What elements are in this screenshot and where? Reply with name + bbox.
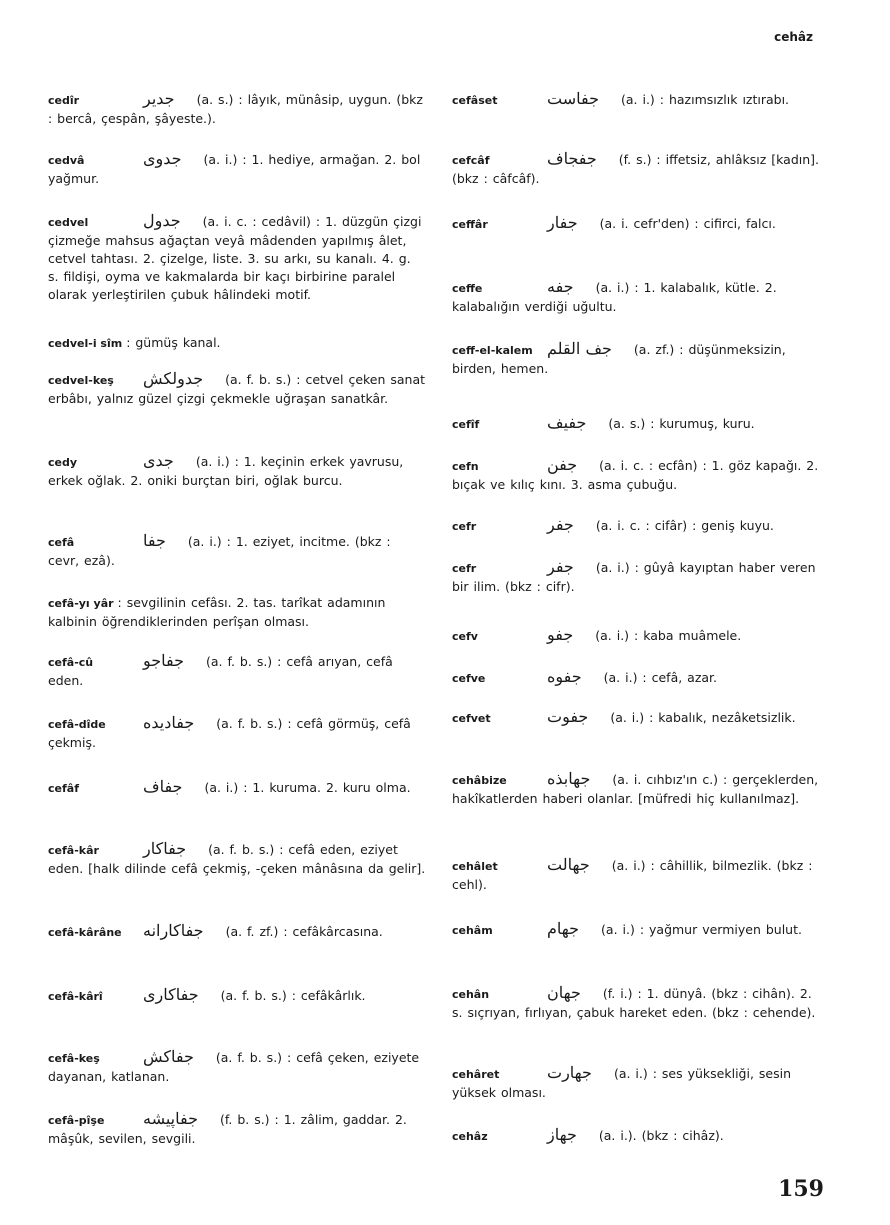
entry — [452, 278, 826, 316]
entry — [452, 150, 826, 188]
definition: (a. i.) : 1. hediye, armağan. 2. bol yağmur. — [48, 152, 421, 186]
headword: cefcâf — [452, 154, 490, 167]
arabic-script: جفادیده — [143, 713, 195, 732]
headword: cedvâ — [48, 154, 85, 167]
entry — [452, 90, 826, 110]
running-header: cehâz — [774, 30, 813, 44]
arabic-script: جهان — [547, 983, 581, 1002]
definition: (a. s.) : lâyık, münâsip, uygun. (bkz : bercâ, çespân, şâyeste.). — [48, 92, 423, 126]
definition: (a. i.) : kabalık, nezâketsizlik. — [610, 710, 796, 725]
headword: cefâf — [48, 782, 79, 795]
headword: cefâ-kârî — [48, 990, 103, 1003]
headword: cehâz — [452, 1130, 488, 1143]
entry — [48, 212, 426, 304]
definition: (a. f. b. s.) : cefâkârlık. — [220, 988, 366, 1003]
definition: (a. i.). (bkz : cihâz). — [598, 1128, 724, 1143]
arabic-script: جفاکارانه — [143, 921, 204, 940]
entry — [452, 668, 826, 688]
arabic-script: جفر — [547, 515, 574, 534]
entry — [452, 516, 826, 536]
arabic-script: جفاست — [547, 89, 599, 108]
headword: cehâm — [452, 924, 493, 937]
definition: (a. i. c. : cifâr) : geniş kuyu. — [595, 518, 774, 533]
definition: (a. i. cıhbız'ın c.) : gerçeklerden, hakîkatlerden haberi olanlar. [müfredi hiç kullanılmaz]. — [452, 772, 819, 806]
arabic-script: جدولکش — [143, 369, 204, 388]
arabic-script: جهارت — [547, 1063, 592, 1082]
arabic-script: جفوت — [547, 707, 589, 726]
definition: (a. i.) : yağmur vermiyen bulut. — [601, 922, 802, 937]
arabic-script: جفو — [547, 625, 574, 644]
headword: cefâ-cû — [48, 656, 94, 669]
headword: cefvet — [452, 712, 491, 725]
headword: ceffâr — [452, 218, 488, 231]
entry — [452, 456, 826, 494]
entry — [452, 856, 826, 894]
headword: cefâ-keş — [48, 1052, 100, 1065]
definition: (a. f. zf.) : cefâkârcasına. — [225, 924, 383, 939]
arabic-script: جفاکش — [143, 1047, 194, 1066]
definition: (a. i.) : hazımsızlık ıztırabı. — [620, 92, 790, 107]
headword: cedvel — [48, 216, 89, 229]
arabic-script: جفاکار — [143, 839, 187, 858]
arabic-script: جدی — [143, 451, 174, 470]
headword: cefâset — [452, 94, 498, 107]
entry — [48, 334, 426, 353]
arabic-script: جهابذه — [547, 769, 591, 788]
headword: cefâ-pîşe — [48, 1114, 105, 1127]
headword: cefâ-dîde — [48, 718, 106, 731]
arabic-script: جهاز — [547, 1125, 577, 1144]
definition: (a. f. b. s.) : cetvel çeken sanat erbâbı, yalnız güzel çizgi çekmekle uğraşan sanatkâr. — [48, 372, 426, 406]
page-number: 159 — [778, 1176, 824, 1202]
definition: (a. i. c. : cedâvil) : 1. düzgün çizgi çizmeğe mahsus ağaçtan veyâ mâdenden yapılmış âlet, cetvel tahtası. 2. çizelge, liste. 3. su arkı, su kanalı. 4. g. s. fildişi, oyma ve kakmalarda bir kaçı birbirine paralel olarak yerleştirilen çubuk hâlindeki motif. — [48, 214, 422, 302]
entry — [452, 1064, 826, 1102]
arabic-script: جفاپیشه — [143, 1109, 198, 1128]
entry — [452, 414, 826, 434]
entry — [48, 1110, 426, 1148]
headword: cehân — [452, 988, 490, 1001]
headword: cehâret — [452, 1068, 500, 1081]
definition: (a. f. b. s.) : cefâ çeken, eziyete dayanan, katlanan. — [48, 1050, 420, 1084]
entry — [452, 340, 826, 378]
arabic-script: جهام — [547, 919, 580, 938]
arabic-script: جفه — [547, 277, 574, 296]
arabic-script: جفاکاری — [143, 985, 199, 1004]
arabic-script: جفجاف — [547, 149, 597, 168]
headword: cehâlet — [452, 860, 498, 873]
definition: (a. i.) : kaba muâmele. — [595, 628, 742, 643]
definition: (a. i.) : 1. eziyet, incitme. (bkz : cevr, ezâ). — [48, 534, 391, 568]
headword: cefr — [452, 520, 477, 533]
headword: cehâbize — [452, 774, 507, 787]
headword: cefv — [452, 630, 478, 643]
definition: (a. i.) : 1. kuruma. 2. kuru olma. — [204, 780, 411, 795]
arabic-script: جفیف — [547, 413, 587, 432]
arabic-script: جفن — [547, 455, 578, 474]
headword: cefn — [452, 460, 479, 473]
headword: cefr — [452, 562, 477, 575]
entry — [48, 714, 426, 752]
definition: : gümüş kanal. — [126, 335, 221, 350]
arabic-script: جهالت — [547, 855, 590, 874]
headword: ceffe — [452, 282, 483, 295]
definition: (a. i. c. : ecfân) : 1. göz kapağı. 2. bıçak ve kılıç kını. 3. asma çubuğu. — [452, 458, 819, 492]
arabic-script: جفا — [143, 531, 166, 550]
headword: cefve — [452, 672, 486, 685]
headword: cedy — [48, 456, 78, 469]
entry — [48, 532, 426, 570]
entry — [452, 558, 826, 596]
entry — [48, 986, 426, 1006]
entry — [48, 840, 426, 878]
arabic-script: جدوی — [143, 149, 182, 168]
definition: (a. s.) : kurumuş, kuru. — [608, 416, 755, 431]
headword: cedvel-keş — [48, 374, 114, 387]
entry — [48, 90, 426, 128]
entry — [48, 594, 426, 631]
headword: cedîr — [48, 94, 80, 107]
headword: cefîf — [452, 418, 480, 431]
entry — [48, 370, 426, 408]
entry — [452, 626, 826, 646]
entry — [48, 150, 426, 188]
definition: (a. i.) : câhillik, bilmezlik. (bkz : cehl). — [452, 858, 813, 892]
arabic-script: جفر — [547, 557, 574, 576]
headword: cefâ-kârâne — [48, 926, 122, 939]
definition: (a. i.) : 1. keçinin erkek yavrusu, erkek oğlak. 2. oniki burçtan biri, oğlak burcu. — [48, 454, 404, 488]
definition: (f. i.) : 1. dünyâ. (bkz : cihân). 2. s. sıçrıyan, fırlıyan, çabuk hareket eden. (bkz : cehende). — [452, 986, 816, 1020]
definition: (a. i.) : ses yüksekliği, sesin yüksek olması. — [452, 1066, 792, 1100]
headword: cefâ-kâr — [48, 844, 99, 857]
definition: (f. b. s.) : 1. zâlim, gaddar. 2. mâşûk, sevilen, sevgili. — [48, 1112, 407, 1146]
arabic-script: جفوه — [547, 667, 582, 686]
entry — [452, 214, 826, 234]
entry — [48, 778, 426, 798]
arabic-script: جف القلم — [547, 339, 612, 358]
definition: (a. i.) : gûyâ kayıptan haber veren bir ilim. (bkz : cifr). — [452, 560, 816, 594]
definition: (a. zf.) : düşünmeksizin, birden, hemen. — [452, 342, 786, 376]
arabic-script: جدول — [143, 211, 181, 230]
arabic-script: جفاجو — [143, 651, 185, 670]
definition: (a. f. b. s.) : cefâ görmüş, cefâ çekmiş. — [48, 716, 411, 750]
headword: cedvel-i sîm — [48, 337, 123, 350]
definition: : sevgilinin cefâsı. 2. tas. tarîkat adamının kalbinin öğrendiklerinden perîşan olması. — [48, 595, 386, 629]
definition: (a. i. cefr'den) : cifirci, falcı. — [599, 216, 776, 231]
entry — [452, 770, 826, 808]
definition: (a. i.) : 1. kalabalık, kütle. 2. kalabalığın verdiği uğultu. — [452, 280, 777, 314]
entry — [452, 984, 826, 1022]
entry — [48, 1048, 426, 1086]
entry — [48, 452, 426, 490]
definition: (a. f. b. s.) : cefâ arıyan, cefâ eden. — [48, 654, 393, 688]
entry — [452, 708, 826, 728]
definition: (f. s.) : iffetsiz, ahlâksız [kadın]. (bkz : câfcâf). — [452, 152, 819, 186]
definition: (a. f. b. s.) : cefâ eden, eziyet eden. [halk dilinde cefâ çekmiş, -çeken mânâsına da gelir]. — [48, 842, 426, 876]
entry — [48, 652, 426, 690]
headword: cefâ-yı yâr — [48, 597, 114, 610]
arabic-script: جفار — [547, 213, 578, 232]
entry — [452, 1126, 826, 1146]
definition: (a. i.) : cefâ, azar. — [603, 670, 718, 685]
entry — [452, 920, 826, 940]
headword: ceff-el-kalem — [452, 344, 533, 357]
arabic-script: جفاف — [143, 777, 183, 796]
arabic-script: جدیر — [143, 89, 175, 108]
entry — [48, 922, 426, 942]
headword: cefâ — [48, 536, 75, 549]
